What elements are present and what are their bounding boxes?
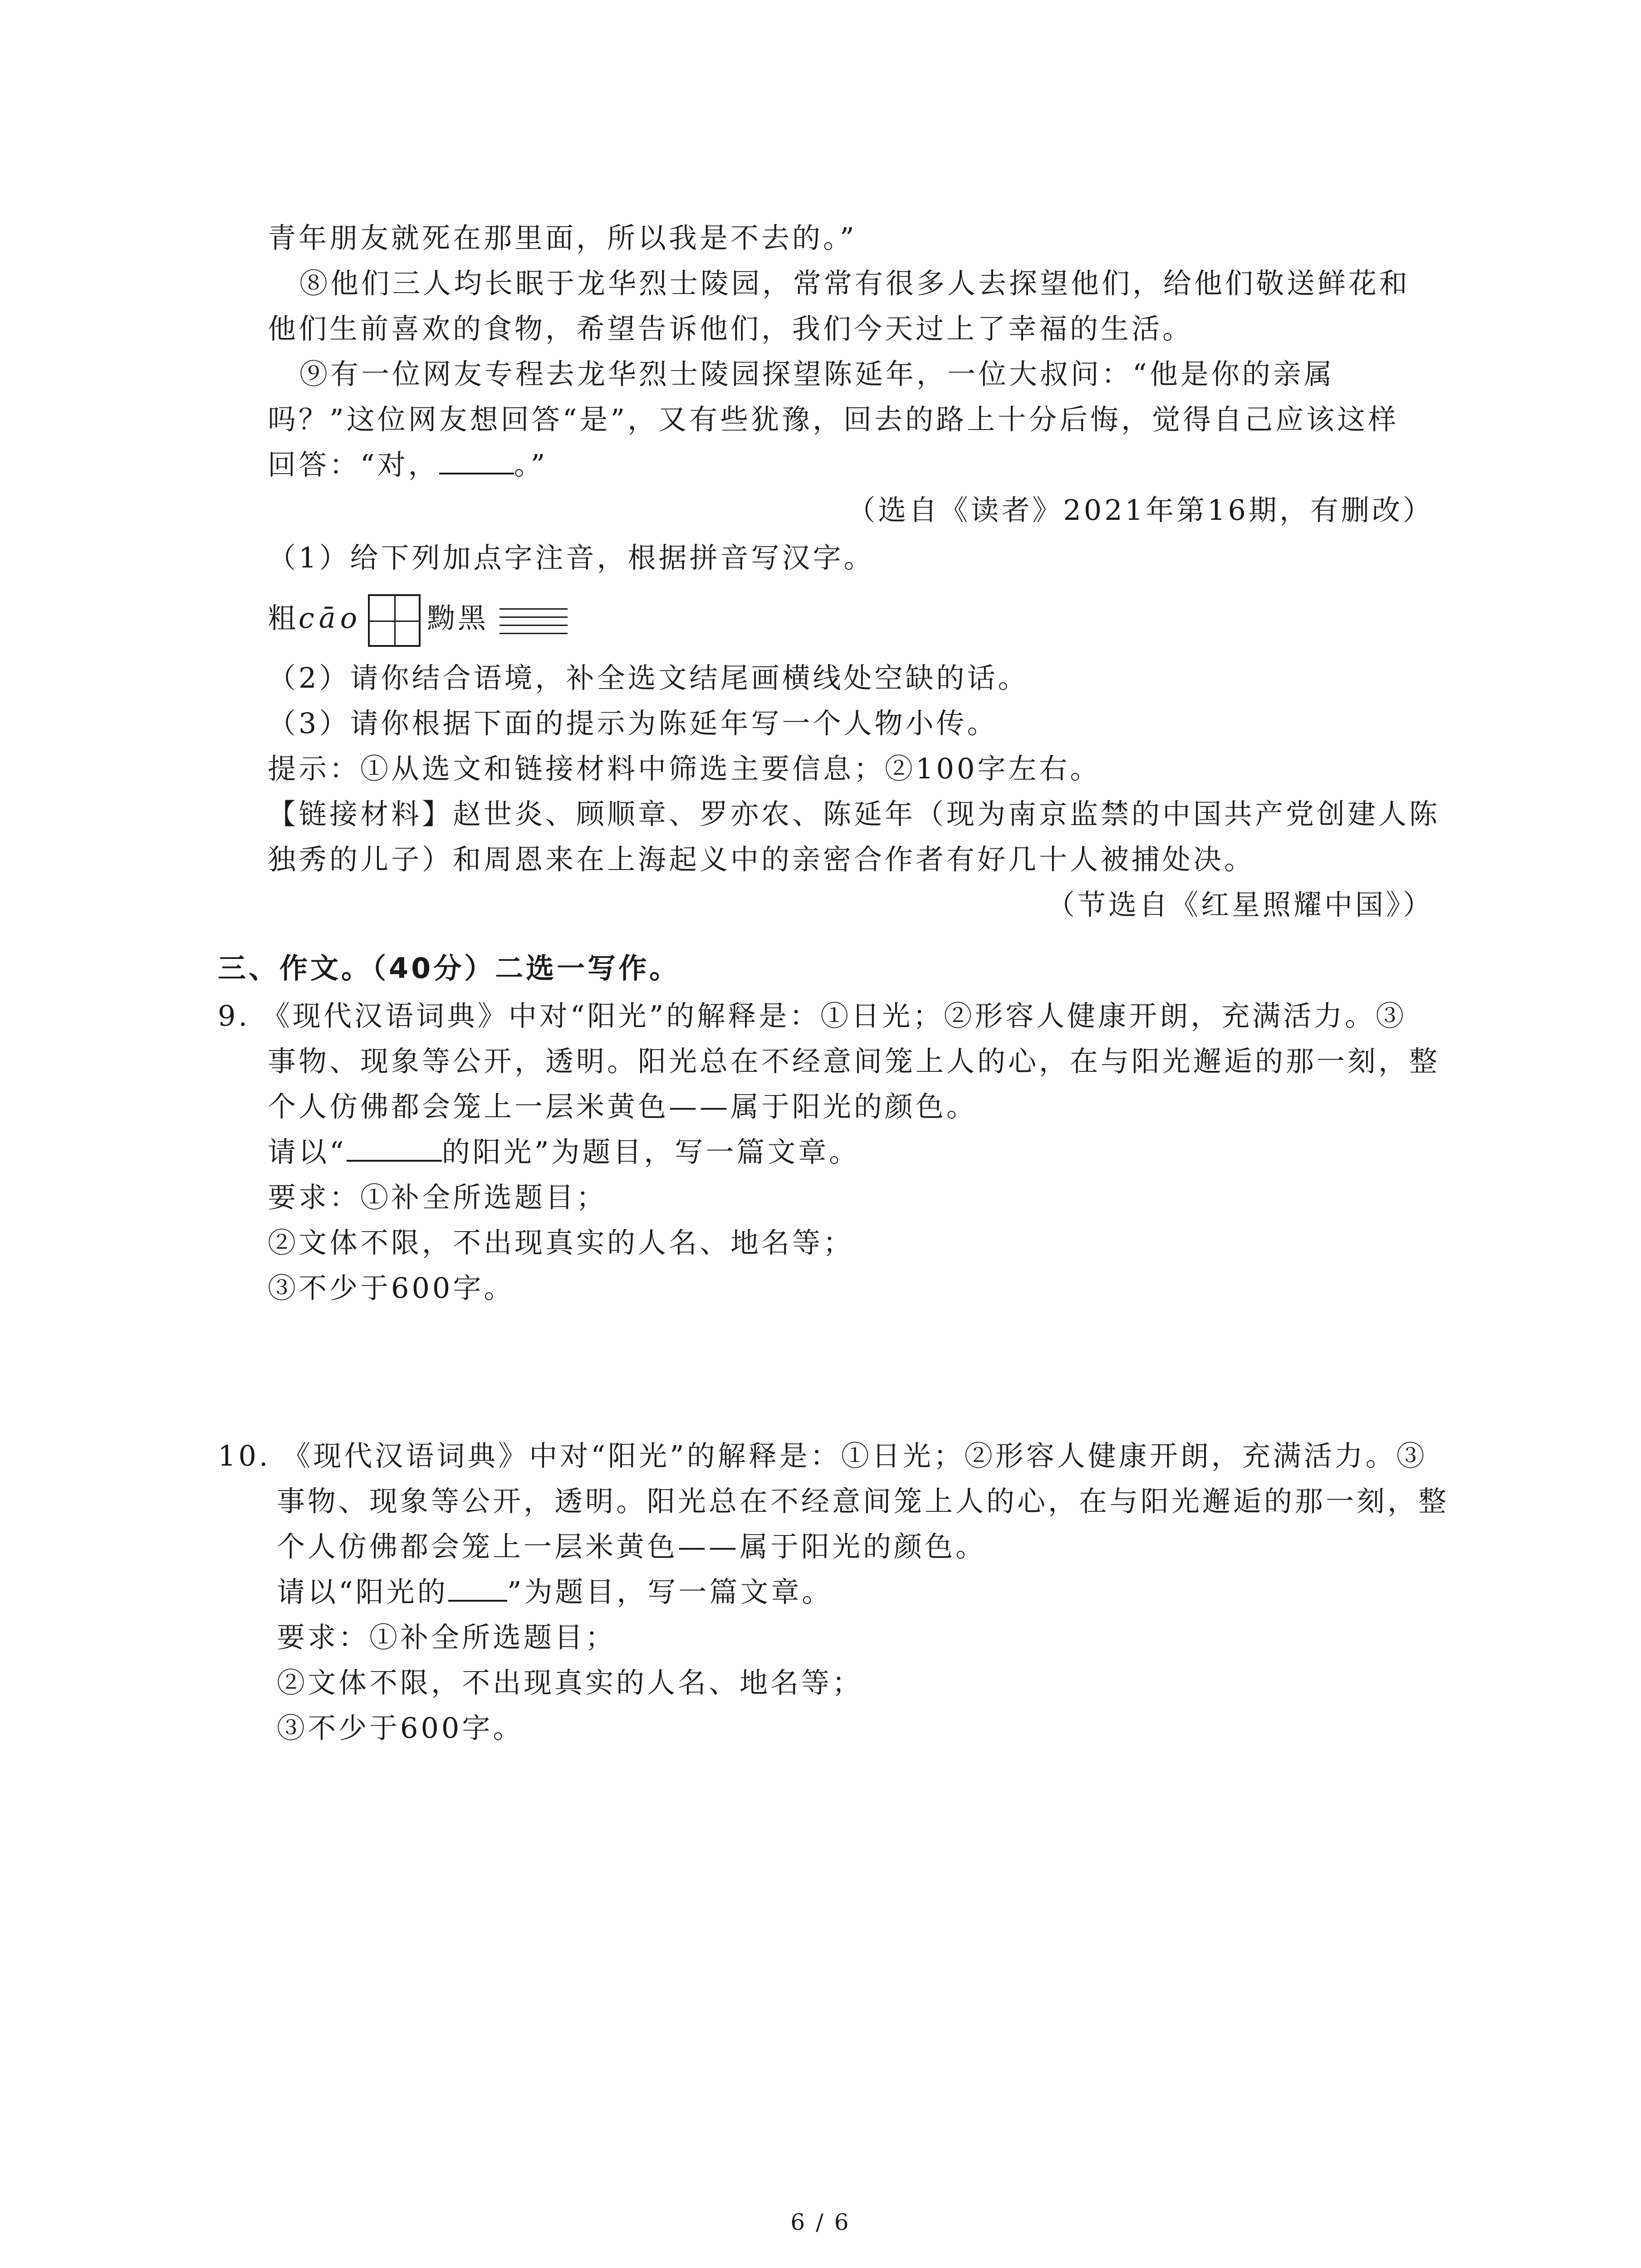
title-blank[interactable]: [448, 1578, 507, 1602]
passage-line: 青年朋友就死在那里面，所以我是不去的。”: [268, 221, 857, 254]
item1-pinyin: cāo: [299, 601, 362, 635]
q9-line: 个人仿佛都会笼上一层米黄色——属于阳光的颜色。: [268, 1090, 978, 1123]
section-heading: 三、作文。（40分）二选一写作。: [218, 952, 681, 985]
link-material: 【链接材料】赵世炎、顾顺章、罗亦农、陈延年（现为南京监禁的中国共产党创建人陈: [268, 797, 1440, 831]
pinyin-lines[interactable]: [500, 605, 568, 636]
q9-requirement: ②文体不限，不出现真实的人名、地名等；: [268, 1226, 854, 1259]
answer-blank[interactable]: [439, 451, 514, 474]
q10-line: 10. 《现代汉语词典》中对“阳光”的解释是：①日光；②形容人健康开朗，充满活力。③: [218, 1439, 1427, 1472]
q9-prompt: [268, 1134, 860, 1170]
item2-word: 黝黑: [427, 601, 489, 635]
passage-paragraph-8: ⑧他们三人均长眠于龙华烈士陵园，常常有很多人去探望他们，给他们敬送鲜花和: [299, 267, 1411, 300]
passage-paragraph-9: ⑨有一位网友专程去龙华烈士陵园探望陈延年，一位大叔问：“他是你的亲属: [299, 357, 1335, 391]
item1-prefix: 粗: [268, 601, 299, 635]
question-1-items: [268, 592, 568, 647]
question-3-hint: 提示：①从选文和链接材料中筛选主要信息；②100字左右。: [268, 752, 1101, 785]
question-1: （1）给下列加点字注音，根据拼音写汉字。: [268, 541, 875, 574]
q10-prompt-text: ”为题目，写一篇文章。: [507, 1575, 833, 1608]
q10-requirement: ③不少于600字。: [277, 1711, 524, 1745]
q9-line: 9. 《现代汉语词典》中对“阳光”的解释是：①日光；②形容人健康开朗，充满活力。③: [218, 999, 1407, 1032]
passage-text: 回答：“对，: [268, 448, 439, 481]
question-2: （2）请你结合语境，补全选文结尾画横线处空缺的话。: [268, 661, 1029, 694]
passage-source: （选自《读者》2021年第16期，有删改）: [847, 494, 1434, 527]
page-number: 6 / 6: [790, 2209, 851, 2235]
q10-requirement: 要求：①补全所选题目；: [277, 1621, 617, 1654]
question-3: （3）请你根据下面的提示为陈延年写一个人物小传。: [268, 707, 998, 740]
q10-prompt: [277, 1574, 833, 1610]
q9-prompt-text: 请以“: [268, 1135, 347, 1168]
passage-line: 吗？”这位网友想回答“是”，又有些犹豫，回去的路上十分后悔，觉得自己应该这样: [268, 403, 1399, 436]
link-material: 独秀的儿子）和周恩来在上海起义中的亲密合作者有好几十人被捕处决。: [268, 843, 1255, 876]
q10-prompt-text: 请以“阳光的: [277, 1575, 448, 1608]
title-blank[interactable]: [347, 1138, 442, 1162]
link-source: （节选自《红星照耀中国》）: [1046, 888, 1434, 921]
q9-requirement: 要求：①补全所选题目；: [268, 1181, 607, 1214]
passage-line: 他们生前喜欢的食物，希望告诉他们，我们今天过上了幸福的生活。: [268, 312, 1194, 345]
q10-line: 事物、现象等公开，透明。阳光总在不经意间笼上人的心，在与阳光邂逅的那一刻，整: [277, 1485, 1450, 1518]
q9-prompt-text: 的阳光”为题目，写一篇文章。: [441, 1135, 860, 1168]
q9-line: 事物、现象等公开，透明。阳光总在不经意间笼上人的心，在与阳光邂逅的那一刻，整: [268, 1045, 1440, 1078]
q10-requirement: ②文体不限，不出现真实的人名、地名等；: [277, 1666, 863, 1699]
q10-line: 个人仿佛都会笼上一层米黄色——属于阳光的颜色。: [277, 1530, 987, 1563]
passage-text: 。”: [514, 448, 548, 481]
q9-requirement: ③不少于600字。: [268, 1271, 515, 1305]
character-box[interactable]: [368, 594, 421, 647]
passage-line-with-blank: [268, 447, 548, 483]
